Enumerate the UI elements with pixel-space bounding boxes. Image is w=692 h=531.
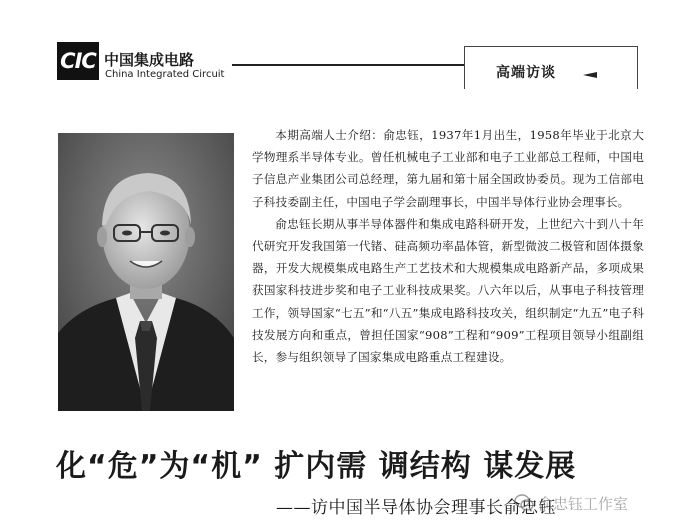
intro-paragraph-2: 俞忠钰长期从事半导体器件和集成电路科研开发，上世纪六十到八十年代研究开发我国第一代锗、硅高频功率晶体管，新型微波二极管和固体摄象器，开发大规模集成电路生产工艺技术和大规模集成电路新产品，多项成果获国家科技进步奖和电子工业科技成果奖。八六年以后，从事电子科技管理工作，领导国家“七五”和“八五”集成电路科技攻关，组织制定“九五”电子科技发展方向和重点，曾担任国家“908”工程和“909”工程项目领导小组副组长，参与组织领导了国家集成电路重点工程建设。 [252, 216, 644, 365]
intro-text [252, 124, 644, 368]
section-arrow-icon [583, 72, 597, 78]
intro-paragraph-1: 本期高端人士介绍：俞忠钰，1937年1月出生，1958年毕业于北京大学物理系半导体专业。曾任机械电子工业部和电子工业部总工程师，中国电子信息产业集团公司总经理，第九届和第十届全国政协委员。现为工信部电子科技委副主任，中国电子学会副理事长，中国半导体行业协会理事长。 [252, 128, 644, 209]
section-title: 高端访谈 [496, 65, 556, 81]
cic-logo: CIC [57, 42, 99, 80]
wechat-icon [514, 494, 534, 511]
brand-name-cn: 中国集成电路 [104, 51, 195, 69]
brand-name-en: China Integrated Circuit [105, 69, 225, 80]
article-headline: 化“危”为“机” 扩内需 调结构 谋发展 [56, 449, 577, 484]
article-subheadline: ——访中国半导体协会理事长俞忠钰 [276, 498, 556, 518]
watermark-text: 俞忠钰工作室 [538, 495, 629, 513]
portrait-photo [58, 133, 234, 411]
